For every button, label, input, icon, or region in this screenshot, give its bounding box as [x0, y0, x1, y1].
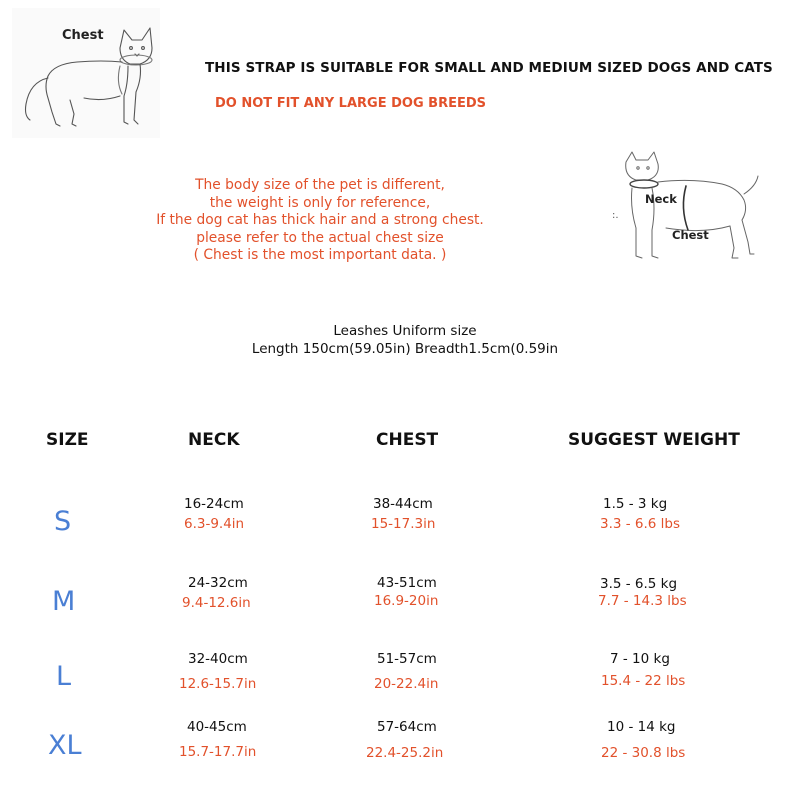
- dog-illustration: [612, 148, 762, 268]
- suitability-headline: THIS STRAP IS SUITABLE FOR SMALL AND MEDIUM SIZED DOGS AND CATS: [205, 60, 773, 76]
- dog-outline-icon: [612, 148, 762, 268]
- decorative-dots: :.: [612, 210, 619, 221]
- note-line: The body size of the pet is different,: [195, 177, 445, 193]
- weight-kg: 10 - 14 kg: [607, 719, 676, 735]
- weight-kg: 3.5 - 6.5 kg: [600, 576, 678, 592]
- note-line: If the dog cat has thick hair and a strong chest.: [156, 212, 484, 228]
- neck-cm: 16-24cm: [184, 496, 244, 512]
- chest-cm: 43-51cm: [377, 575, 437, 591]
- chest-in: 20-22.4in: [374, 676, 439, 692]
- leash-spec: Length 150cm(59.05in) Breadth1.5cm(0.59in: [251, 341, 559, 357]
- weight-lbs: 22 - 30.8 lbs: [601, 745, 686, 761]
- neck-in: 9.4-12.6in: [182, 595, 251, 611]
- size-note: [120, 177, 520, 265]
- cat-chest-label: Chest: [62, 28, 104, 43]
- size-m: M: [52, 586, 76, 617]
- note-line: the weight is only for reference,: [209, 194, 431, 211]
- header-size: SIZE: [46, 430, 89, 450]
- dog-neck-label: Neck: [645, 192, 677, 206]
- header-chest: CHEST: [376, 430, 439, 450]
- weight-kg: 1.5 - 3 kg: [603, 496, 668, 512]
- neck-in: 12.6-15.7in: [179, 676, 257, 692]
- neck-cm: 24-32cm: [188, 575, 248, 591]
- neck-in: 15.7-17.7in: [179, 744, 257, 760]
- large-breed-warning: DO NOT FIT ANY LARGE DOG BREEDS: [215, 96, 486, 111]
- chest-in: 22.4-25.2in: [366, 745, 444, 761]
- chest-cm: 38-44cm: [373, 496, 433, 512]
- weight-lbs: 3.3 - 6.6 lbs: [600, 516, 681, 532]
- size-s: S: [54, 506, 72, 537]
- chest-in: 15-17.3in: [371, 516, 436, 532]
- leash-info: [200, 322, 610, 358]
- weight-kg: 7 - 10 kg: [610, 651, 670, 667]
- neck-cm: 40-45cm: [187, 719, 247, 735]
- header-suggest-weight: SUGGEST WEIGHT: [568, 430, 740, 450]
- note-line: please refer to the actual chest size: [196, 229, 444, 246]
- chest-cm: 51-57cm: [377, 651, 437, 667]
- dog-chest-label: Chest: [672, 228, 709, 242]
- weight-lbs: 15.4 - 22 lbs: [601, 673, 686, 689]
- header-neck: NECK: [188, 430, 240, 450]
- size-l: L: [56, 661, 72, 692]
- leash-title: Leashes Uniform size: [333, 323, 477, 339]
- chest-cm: 57-64cm: [377, 719, 437, 735]
- size-xl: XL: [48, 730, 82, 761]
- note-line: ( Chest is the most important data. ): [193, 247, 447, 263]
- weight-lbs: 7.7 - 14.3 lbs: [598, 593, 687, 609]
- neck-in: 6.3-9.4in: [184, 516, 245, 532]
- neck-cm: 32-40cm: [188, 651, 248, 667]
- chest-in: 16.9-20in: [374, 593, 439, 609]
